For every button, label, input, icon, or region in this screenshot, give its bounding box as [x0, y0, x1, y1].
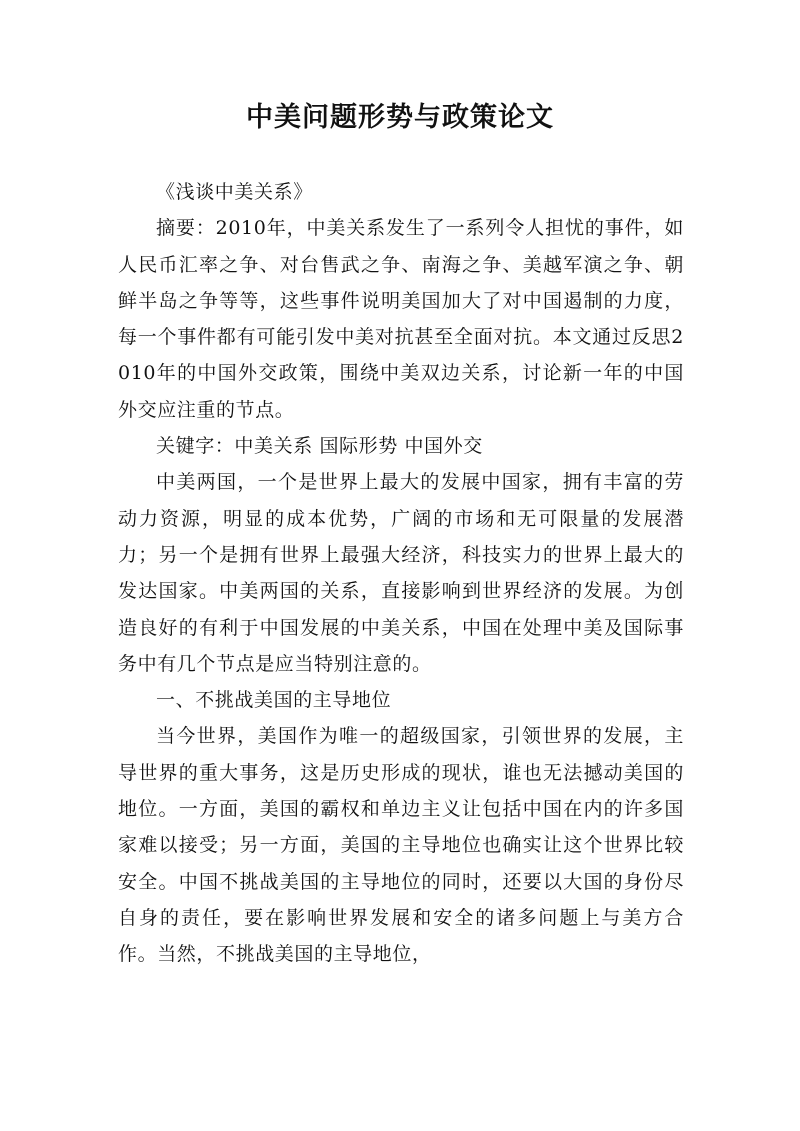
keywords-paragraph: 关键字：中美关系 国际形势 中国外交 [156, 435, 483, 458]
abstract-paragraph: 摘要：2010年，中美关系发生了一系列令人担忧的事件，如人民币汇率之争、对台售武之争、南海之争、美越军演之争、朝鲜半岛之争等等，这些事件说明美国加大了对中国遏制的力度，每一个事件都有可能引发中美对抗甚至全面对抗。本文通过反思2010年的中国外交政策，围绕中美双边关系，讨论新一年的中国外交应注重的节点。 [118, 217, 684, 421]
section-heading-1: 一、不挑战美国的主导地位 [156, 689, 392, 712]
intro-paragraph: 中美两国，一个是世界上最大的发展中国家，拥有丰富的劳动力资源，明显的成本优势，广阔的市场和无可限量的发展潜力；另一个是拥有世界上最强大经济，科技实力的世界上最大的发达国家。中美两国的关系，直接影响到世界经济的发展。为创造良好的有利于中国发展的中美关系，中国在处理中美及国际事务中有几个节点是应当特别注意的。 [118, 471, 684, 675]
subtitle-paragraph: 《浅谈中美关系》 [156, 181, 313, 203]
document-title: 中美问题形势与政策论文 [246, 102, 554, 133]
document-body [118, 174, 684, 973]
section-1-paragraph: 当今世界，美国作为唯一的超级国家，引领世界的发展，主导世界的重大事务，这是历史形成的现状，谁也无法撼动美国的地位。一方面，美国的霸权和单边主义让包括中国在内的许多国家难以接受；另一方面，美国的主导地位也确实让这个世界比较安全。中国不挑战美国的主导地位的同时，还要以大国的身份尽自身的责任，要在影响世界发展和安全的诸多问题上与美方合作。当然，不挑战美国的主导地位， [118, 725, 684, 966]
